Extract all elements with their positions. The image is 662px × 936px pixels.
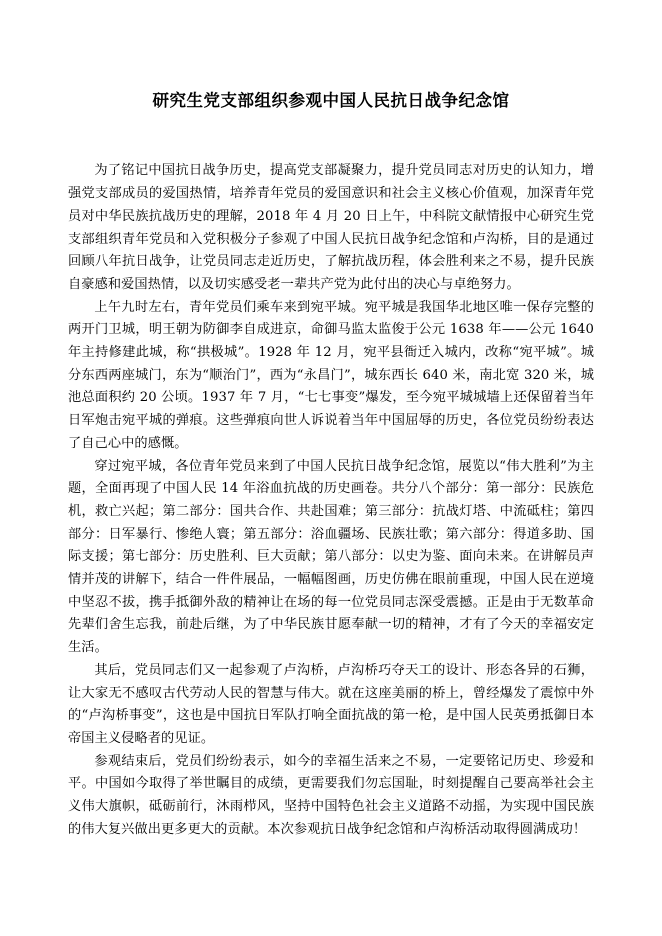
paragraph-3: 穿过宛平城，各位青年党员来到了中国人民抗日战争纪念馆，展览以“伟大胜利”为主题，全面再现了中国人民 14 年浴血抗战的历史画卷。共分八个部分：第一部分：民族危机，救亡兴起；第二部分：国共合作、共赴国难；第三部分：抗战灯塔、中流砥柱；第四部分：日军暴行、惨绝人寰；第五部分：浴血疆场、民族壮歌；第六部分：得道多助、国际支援；第七部分：历史胜利、巨大贡献；第八部分：以史为鉴、面向未来。在讲解员声情并茂的讲解下，结合一件件展品，一幅幅图画，历史仿佛在眼前重现，中国人民在逆境中坚忍不拔，携手抵御外敌的精神让在场的每一位党员同志深受震撼。正是由于无数革命先辈们舍生忘我，前赴后继，为了中华民族甘愿奉献一切的精神，才有了今天的幸福安定生活。 <box>68 458 594 656</box>
page-title: 研究生党支部组织参观中国人民抗日战争纪念馆 <box>152 91 510 110</box>
paragraph-2: 上午九时左右，青年党员们乘车来到宛平城。宛平城是我国华北地区唯一保存完整的两开门卫城，明王朝为防御李自成进京，命御马监太监俊于公元 1638 年——公元 1640 年主持修建此城，称“拱极城”。1928 年 12 月，宛平县衙迁入城内，改称“宛平城”。城分东西两座城门，东为“顺治门”，西为“永昌门”，城东西长 640 米，南北宽 320 米，城池总面积约 20 公顷。1937 年 7 月，“七七事变”爆发，至今宛平城城墙上还保留着当年日军炮击宛平城的弹痕。这些弹痕向世人诉说着当年中国屈辱的历史，各位党员纷纷表达了自己心中的感慨。 <box>68 299 594 451</box>
paragraph-1: 为了铭记中国抗日战争历史，提高党支部凝聚力，提升党员同志对历史的认知力，增强党支部成员的爱国热情，培养青年党员的爱国意识和社会主义核心价值观，加深青年党员对中华民族抗战历史的理解，2018 年 4 月 20 日上午，中科院文献情报中心研究生党支部组织青年党员和入党积极分子参观了中国人民抗日战争纪念馆和卢沟桥，目的是通过回顾八年抗日战争，让党员同志走近历史，了解抗战历程，体会胜利来之不易，提升民族自豪感和爱国热情，以及切实感受老一辈共产党为此付出的决心与卓绝努力。 <box>68 163 594 292</box>
paragraph-5: 参观结束后，党员们纷纷表示，如今的幸福生活来之不易，一定要铭记历史、珍爱和平。中国如今取得了举世瞩目的成绩，更需要我们勿忘国耻，时刻提醒自己要高举社会主义伟大旗帜，砥砺前行，沐雨栉风，坚持中国特色社会主义道路不动摇，为实现中国民族的伟大复兴做出更多更大的贡献。本次参观抗日战争纪念馆和卢沟桥活动取得圆满成功！ <box>68 753 594 837</box>
document-body <box>68 160 594 841</box>
paragraph-4: 其后，党员同志们又一起参观了卢沟桥，卢沟桥巧夺天工的设计、形态各异的石狮，让大家无不感叹古代劳动人民的智慧与伟大。就在这座美丽的桥上，曾经爆发了震惊中外的“卢沟桥事变”，这也是中国抗日军队打响全面抗战的第一枪，是中国人民英勇抵御日本帝国主义侵略者的见证。 <box>68 662 594 746</box>
